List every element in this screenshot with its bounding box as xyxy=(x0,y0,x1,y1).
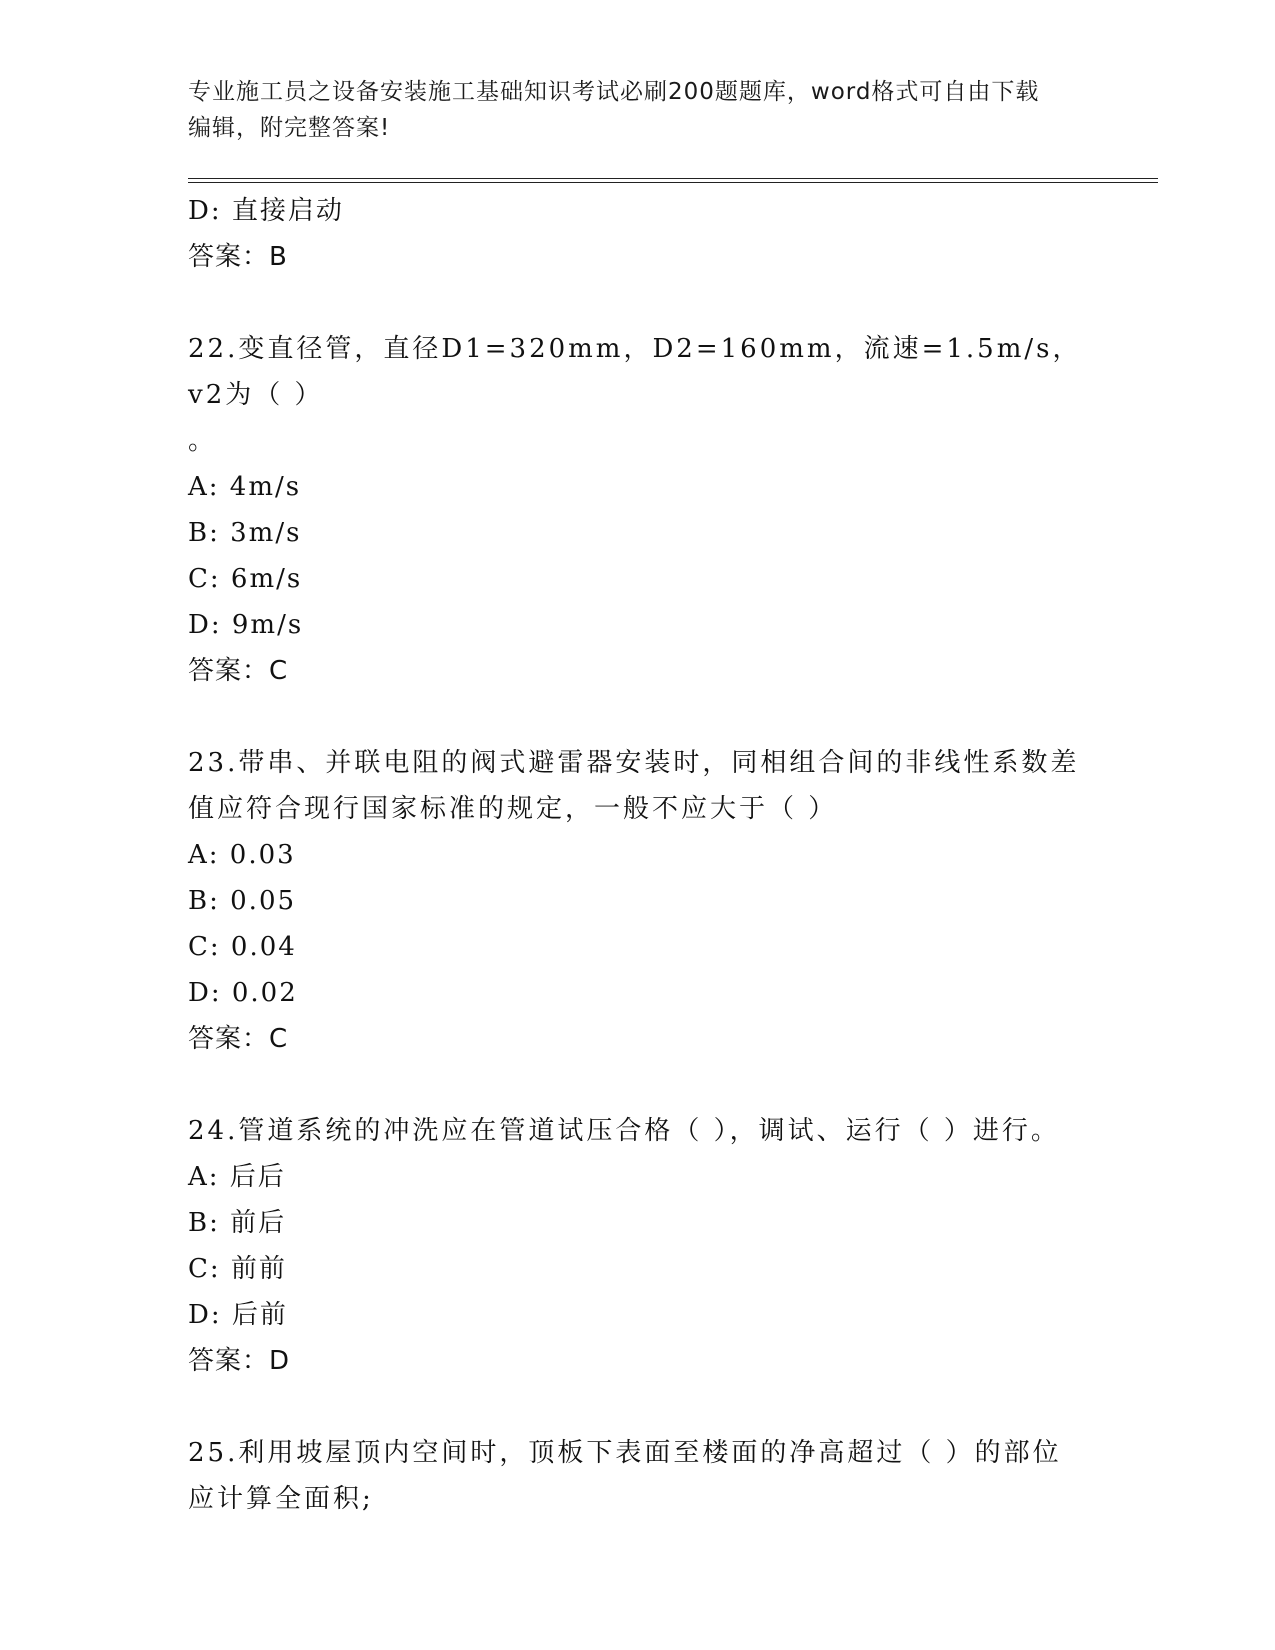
answer-line: 答案：D xyxy=(188,1346,291,1376)
answer-line: 答案：B xyxy=(188,242,288,272)
document-header xyxy=(188,74,1088,146)
question-text-continued: 。 xyxy=(188,426,218,456)
question-25 xyxy=(188,1430,1088,1522)
option-d: D: 9m/s xyxy=(188,610,304,640)
question-23 xyxy=(188,740,1088,1062)
option-a: A: 后后 xyxy=(188,1162,286,1192)
answer-line: 答案：C xyxy=(188,656,289,686)
option-a: A: 4m/s xyxy=(188,472,302,502)
option-c: C: 前前 xyxy=(188,1254,287,1284)
question-text-continued: 值应符合现行国家标准的规定，一般不应大于（ ） xyxy=(188,794,838,824)
option-d: D: 0.02 xyxy=(188,978,298,1008)
question-text: 25.利用坡屋顶内空间时，顶板下表面至楼面的净高超过（ ）的部位 xyxy=(188,1438,1062,1468)
header-line-2: 编辑，附完整答案! xyxy=(188,115,391,141)
option-a: A: 0.03 xyxy=(188,840,296,870)
option-b: B: 3m/s xyxy=(188,518,302,548)
option-c: C: 0.04 xyxy=(188,932,297,962)
question-24 xyxy=(188,1108,1088,1384)
question-text: 22.变直径管，直径D1=320mm，D2=160mm，流速=1.5m/s，v2为（ ） xyxy=(188,334,1082,410)
header-line-1: 专业施工员之设备安装施工基础知识考试必刷200题题库，word格式可自由下载 xyxy=(188,79,1040,105)
answer-line: 答案：C xyxy=(188,1024,289,1054)
question-22 xyxy=(188,326,1088,694)
option-b: B: 前后 xyxy=(188,1208,287,1238)
option-d: D: 后前 xyxy=(188,1300,288,1330)
document-body xyxy=(188,188,1088,1522)
question-text: 24.管道系统的冲洗应在管道试压合格（ ），调试、运行（ ）进行。 xyxy=(188,1116,1060,1146)
option-d: D: 直接启动 xyxy=(188,196,344,226)
option-b: B: 0.05 xyxy=(188,886,297,916)
option-c: C: 6m/s xyxy=(188,564,303,594)
question-text-continued: 应计算全面积; xyxy=(188,1484,374,1514)
question-text: 23.带串、并联电阻的阀式避雷器安装时，同相组合间的非线性系数差 xyxy=(188,748,1080,778)
previous-question-tail xyxy=(188,188,1088,280)
header-divider-top xyxy=(188,178,1158,179)
header-divider-bottom xyxy=(188,182,1158,183)
